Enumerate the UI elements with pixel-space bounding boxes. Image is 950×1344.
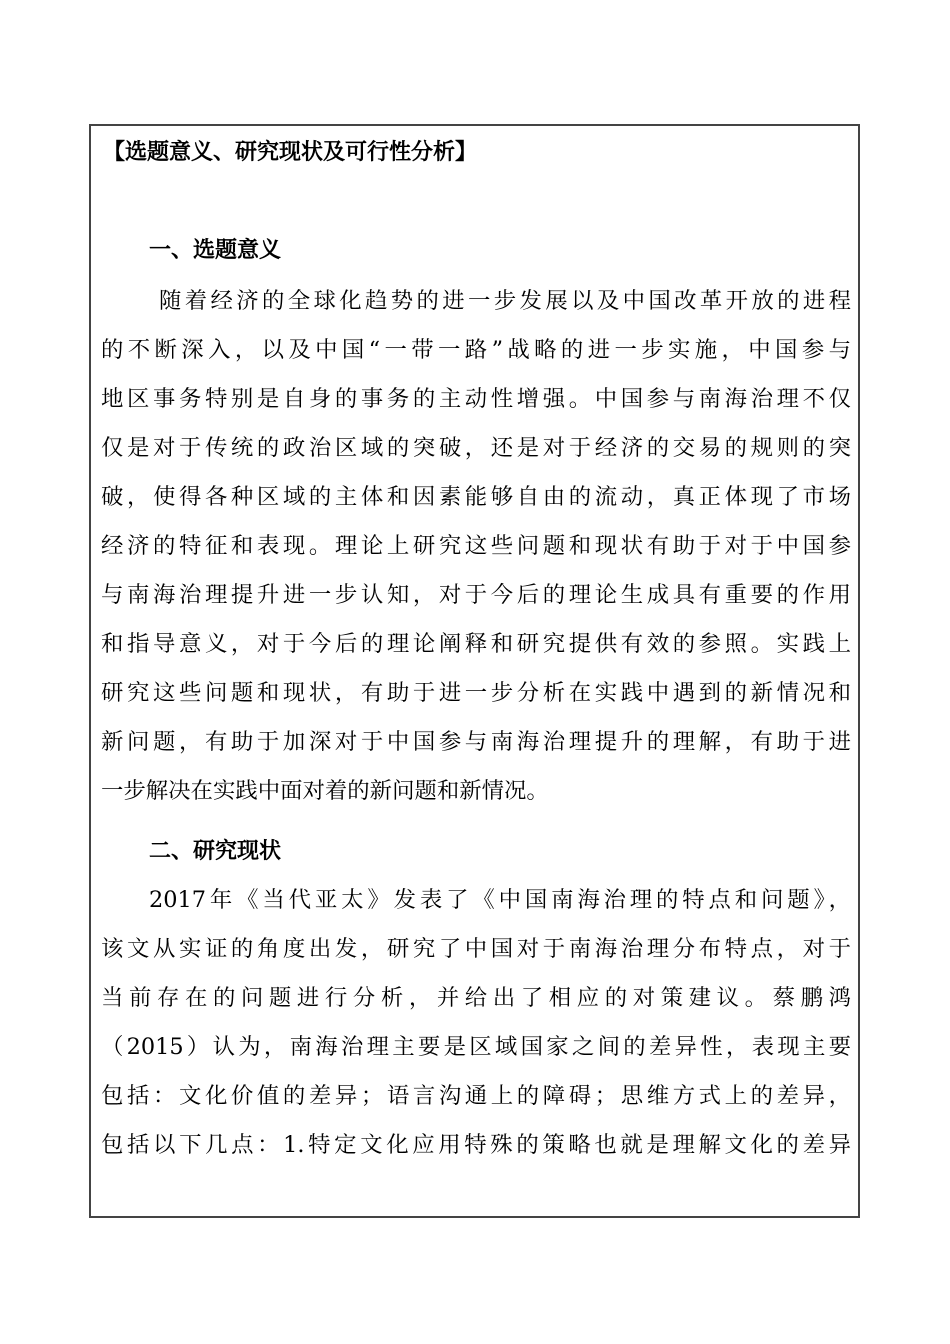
paragraph-line: 包括以下几点：1.特定文化应用特殊的策略也就是理解文化的差异 [101,1132,851,1158]
section-title-research-status: 二、研究现状 [149,839,282,864]
paragraph-line: 新问题，有助于加深对于中国参与南海治理提升的理解，有助于进 [101,729,851,755]
paragraph-line: 和指导意义，对于今后的理论阐释和研究提供有效的参照。实践上 [101,631,851,657]
paragraph-line: 一步解决在实践中面对着的新问题和新情况。 [101,778,549,804]
paragraph-line: 包括：文化价值的差异；语言沟通上的障碍；思维方式上的差异， [101,1083,851,1109]
section-title-significance: 一、选题意义 [149,238,282,263]
paragraph-line: 破，使得各种区域的主体和因素能够自由的流动，真正体现了市场 [101,484,851,510]
paragraph-line: 2017年《当代亚太》发表了《中国南海治理的特点和问题》， [149,887,851,913]
paragraph-line: （2015）认为，南海治理主要是区域国家之间的差异性，表现主要 [101,1034,851,1060]
paragraph-line: 与南海治理提升进一步认知，对于今后的理论生成具有重要的作用 [101,582,851,608]
paragraph-line: 仅是对于传统的政治区域的突破，还是对于经济的交易的规则的突 [101,435,851,461]
paragraph-line: 当前存在的问题进行分析，并给出了相应的对策建议。蔡鹏鸿 [101,985,851,1011]
paragraph-line: 随着经济的全球化趋势的进一步发展以及中国改革开放的进程 [159,288,851,314]
form-table-cell [89,124,860,1218]
paragraph-line: 该文从实证的角度出发，研究了中国对于南海治理分布特点，对于 [101,936,851,962]
main-heading: 【选题意义、研究现状及可行性分析】 [103,140,478,165]
paragraph-line: 地区事务特别是自身的事务的主动性增强。中国参与南海治理不仅 [101,386,851,412]
paragraph-line: 的不断深入，以及中国“一带一路”战略的进一步实施，中国参与 [101,337,851,363]
paragraph-line: 研究这些问题和现状，有助于进一步分析在实践中遇到的新情况和 [101,680,851,706]
paragraph-line: 经济的特征和表现。理论上研究这些问题和现状有助于对于中国参 [101,533,851,559]
